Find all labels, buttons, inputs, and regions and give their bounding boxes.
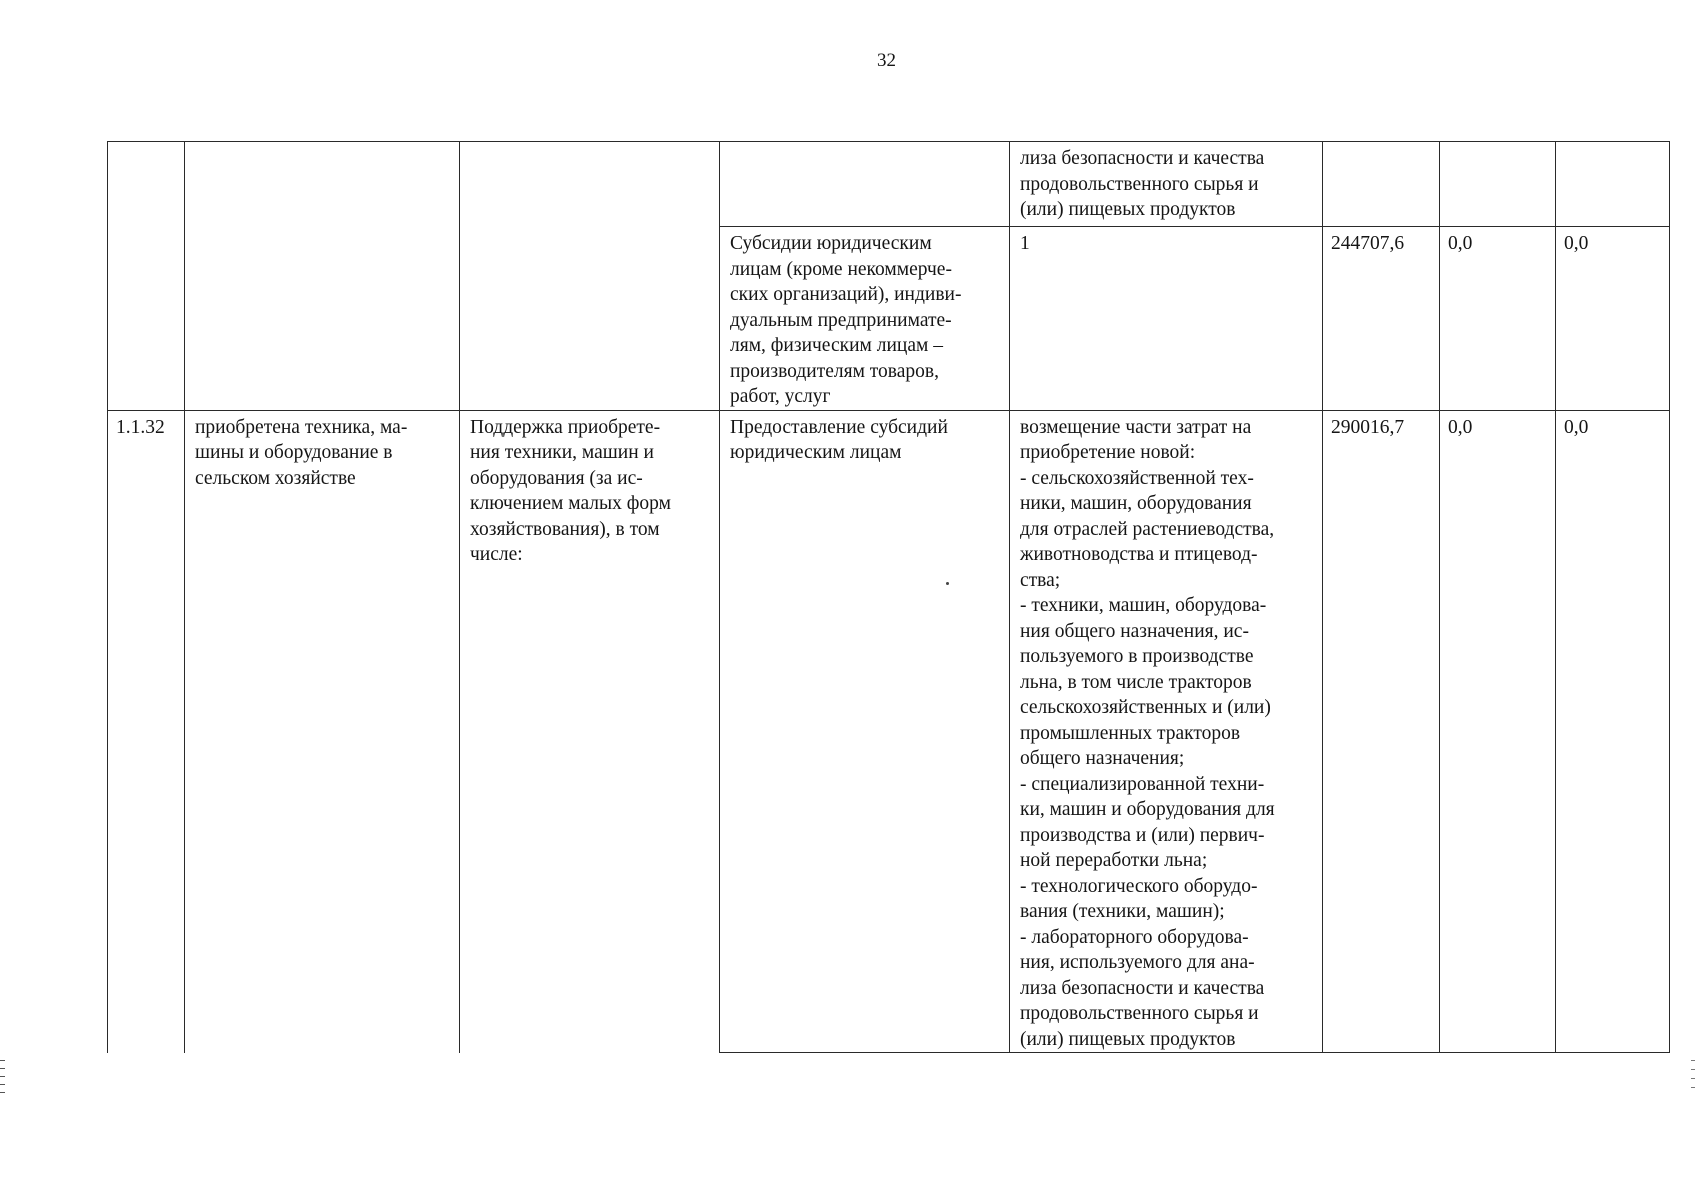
expense-type-line: Субсидии юридическим bbox=[730, 233, 932, 254]
cell-expense-type bbox=[720, 227, 1010, 411]
measure-line: оборудования (за ис- bbox=[470, 467, 643, 489]
description-line: ники, машин, оборудования bbox=[1020, 493, 1252, 514]
cell-result bbox=[185, 410, 460, 1053]
cell-value-1: 244707,6 bbox=[1323, 227, 1440, 411]
expense-type-line: лям, физическим лицам – bbox=[730, 335, 943, 356]
left-margin-marks bbox=[0, 1060, 6, 1100]
scan-speck bbox=[946, 582, 949, 585]
measure-line: хозяйствования), в том bbox=[470, 518, 660, 540]
measure-line: ния техники, машин и bbox=[470, 442, 654, 463]
cell-value-2-empty bbox=[1440, 142, 1556, 227]
description-line: ства; bbox=[1020, 569, 1061, 591]
description-line: - техники, машин, оборудова- bbox=[1020, 595, 1267, 616]
cell-value-3: 0,0 bbox=[1556, 227, 1670, 411]
expense-type-line: производителям товаров, bbox=[730, 360, 939, 382]
description-line: ния, используемого для ана- bbox=[1020, 952, 1255, 973]
description-line: - сельскохозяйственной тех- bbox=[1020, 467, 1254, 489]
table-row-1-1-32 bbox=[108, 410, 1670, 1053]
cell-description-continuation bbox=[1010, 142, 1323, 227]
description-line: пользуемого в производстве bbox=[1020, 646, 1254, 667]
measure-line: Поддержка приобрете- bbox=[470, 416, 661, 438]
description-line: сельскохозяйственных и (или) bbox=[1020, 697, 1271, 718]
cell-value-2: 0,0 bbox=[1440, 227, 1556, 411]
result-line: шины и оборудование в bbox=[195, 442, 393, 463]
cell-expense-type-empty bbox=[720, 142, 1010, 227]
description-line: промышленных тракторов bbox=[1020, 722, 1241, 744]
expense-type-line: ских организаций), индиви- bbox=[730, 284, 962, 305]
description-line: - технологического оборудо- bbox=[1020, 875, 1258, 897]
description-line: (или) пищевых продуктов bbox=[1020, 1028, 1236, 1050]
program-table bbox=[107, 141, 1670, 1053]
direction-line: Предоставление субсидий bbox=[730, 416, 948, 438]
cell-value-2: 0,0 bbox=[1440, 410, 1556, 1053]
page-number: 32 bbox=[877, 50, 896, 71]
description-line: льна, в том числе тракторов bbox=[1020, 671, 1252, 693]
result-line: приобретена техника, ма- bbox=[195, 416, 408, 438]
description-line: вания (техники, машин); bbox=[1020, 901, 1225, 922]
cell-value-3: 0,0 bbox=[1556, 410, 1670, 1053]
measure-line: ключением малых форм bbox=[470, 493, 671, 514]
cell-value-1-empty bbox=[1323, 142, 1440, 227]
expense-type-line: работ, услуг bbox=[730, 386, 831, 407]
cell-description: 1 bbox=[1010, 227, 1323, 411]
description-line: ния общего назначения, ис- bbox=[1020, 620, 1249, 642]
expense-type-line: дуальным предпринимате- bbox=[730, 309, 952, 331]
expense-type-line: лицам (кроме некоммерче- bbox=[730, 258, 952, 280]
description-line: продовольственного сырья и bbox=[1020, 173, 1259, 195]
direction-line: юридическим лицам bbox=[730, 442, 902, 463]
description-line: животноводства и птицевод- bbox=[1020, 544, 1258, 565]
right-margin-marks bbox=[1691, 1060, 1697, 1096]
measure-line: числе: bbox=[470, 544, 523, 565]
description-line: - специализированной техни- bbox=[1020, 773, 1265, 795]
cell-index-empty bbox=[108, 142, 185, 411]
description-line: возмещение части затрат на bbox=[1020, 416, 1252, 438]
description-line: для отраслей растениеводства, bbox=[1020, 518, 1275, 540]
cell-measure bbox=[460, 410, 720, 1053]
description-line: производства и (или) первич- bbox=[1020, 824, 1265, 846]
description-line: приобретение новой: bbox=[1020, 442, 1196, 463]
cell-measure-empty bbox=[460, 142, 720, 411]
result-line: сельском хозяйстве bbox=[195, 467, 356, 489]
cell-value-1: 290016,7 bbox=[1323, 410, 1440, 1053]
description-line: ки, машин и оборудования для bbox=[1020, 799, 1275, 820]
description-line: общего назначения; bbox=[1020, 748, 1185, 769]
cell-index: 1.1.32 bbox=[108, 410, 185, 1053]
cell-value-3-empty bbox=[1556, 142, 1670, 227]
description-line: лиза безопасности и качества bbox=[1020, 977, 1265, 999]
table-row-continuation bbox=[108, 142, 1670, 227]
description-line: лиза безопасности и качества bbox=[1020, 148, 1265, 169]
description-line: (или) пищевых продуктов bbox=[1020, 199, 1236, 220]
description-line: - лабораторного оборудова- bbox=[1020, 926, 1249, 948]
description-line: продовольственного сырья и bbox=[1020, 1003, 1259, 1024]
cell-result-empty bbox=[185, 142, 460, 411]
description-line: ной переработки льна; bbox=[1020, 850, 1208, 871]
cell-direction bbox=[720, 410, 1010, 1053]
cell-description bbox=[1010, 410, 1323, 1053]
